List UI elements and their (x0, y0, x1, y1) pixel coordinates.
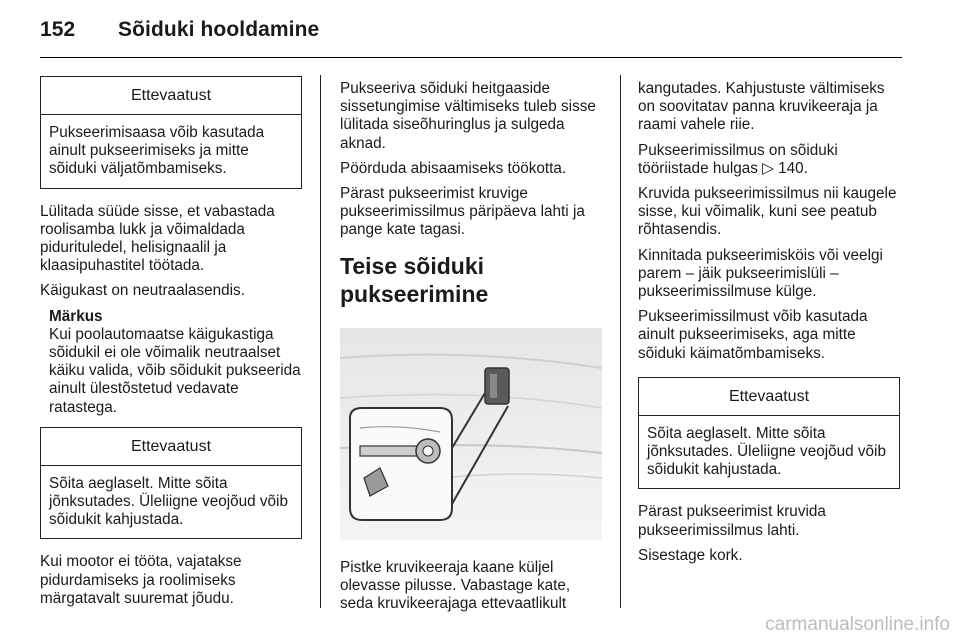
caution-box (638, 377, 900, 490)
column-3 (638, 80, 900, 572)
note-body: Kui poolautomaatse käigukastiga sõidukil ei ole võimalik neutraalset käiku valida, võib sõidukit pukseerida ainult ülestõstetud vedavate ratastega. (49, 325, 301, 416)
paragraph: Kruvida pukseerimissilmus nii kaugele sisse, kui võimalik, kuni see peatub rõhtasendis. (638, 185, 897, 239)
paragraph: Kinnitada pukseerimisköis või veelgi parem – jäik pukseerimislüli – pukseerimissilmuse külge. (638, 246, 883, 301)
page-reference: 140. (778, 159, 808, 177)
caution-title: Ettevaatust (41, 428, 301, 466)
paragraph: Pärast pukseerimist kruvida pukseerimissilmus lahti. (638, 503, 826, 539)
paragraph: Pärast pukseerimist kruvige pukseerimissilmus päripäeva lahti ja pange kate tagasi. (340, 185, 585, 239)
page-number: 152 (40, 18, 76, 41)
note-block (40, 308, 302, 417)
paragraph: Sisestage kork. (638, 546, 743, 564)
column-divider-2 (620, 75, 621, 608)
section-heading: Teise sõiduki pukseerimine (340, 252, 489, 307)
paragraph-text: Pukseerimissilmus on sõiduki tööriistade hulgas (638, 141, 838, 177)
caution-box (40, 76, 302, 189)
page-header (40, 18, 319, 42)
caution-box (40, 427, 302, 540)
column-1 (40, 76, 302, 615)
arrow-right-icon: ▷ (762, 159, 774, 177)
paragraph: Pukseerimissilmust võib kasutada ainult pukseerimiseks, aga mitte sõiduki käimatõmbamiseks. (638, 308, 868, 362)
caution-body: Pukseerimisaasa võib kasutada ainult pukseerimiseks ja mitte sõiduki väljatõmbamiseks. (49, 124, 265, 178)
paragraph: kangutades. Kahjustuste vältimiseks on soovitatav panna kruvikeeraja ja raami vahele riie. (638, 80, 885, 134)
paragraph: Pöörduda abisaamiseks töökotta. (340, 159, 567, 177)
column-2 (340, 80, 602, 620)
paragraph: Pukseeriva sõiduki heitgaaside sissetungimise vältimiseks tuleb sisse lülitada siseõhuringlus ja sulgeda aknad. (340, 80, 596, 152)
caution-title: Ettevaatust (639, 378, 899, 416)
column-divider-1 (320, 75, 321, 608)
caution-body: Sõita aeglaselt. Mitte sõita jõnksutades. Üleliigne veojõud võib sõidukit kahjustada. (49, 474, 288, 529)
caution-title: Ettevaatust (41, 77, 301, 115)
watermark: carmanualsonline.info (765, 614, 950, 635)
towing-eye-illustration (340, 328, 602, 540)
page-title: Sõiduki hooldamine (118, 18, 320, 41)
caution-body: Sõita aeglaselt. Mitte sõita jõnksutades. Üleliigne veojõud võib sõidukit kahjustada. (647, 424, 886, 479)
paragraph: Käigukast on neutraalasendis. (40, 282, 245, 300)
header-rule (40, 57, 902, 58)
paragraph: Kui mootor ei tööta, vajatakse pidurdamiseks ja roolimiseks märgatavalt suuremat jõudu. (40, 553, 242, 607)
paragraph (638, 142, 900, 178)
paragraph: Pistke kruvikeeraja kaane küljel olevasse pilusse. Vabastage kate, seda kruvikeerajaga ettevaatlikult (340, 558, 571, 613)
note-title: Märkus (49, 307, 103, 325)
paragraph: Lülitada süüde sisse, et vabastada roolisamba lukk ja võimaldada pidurituledel, helisignaalil ja klaasipuhastitel töötada. (40, 202, 275, 275)
